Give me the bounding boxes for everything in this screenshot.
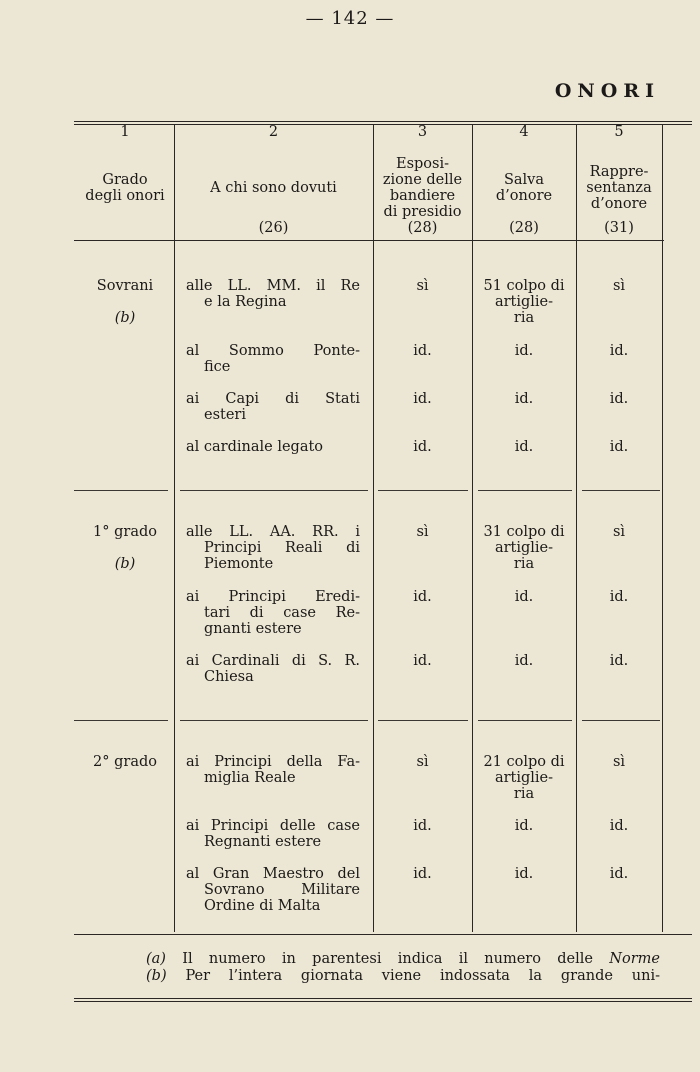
section-rule [74,490,168,491]
column-header-line: degli onori [85,188,165,204]
honor-salute-line: 51 colpo di [483,278,565,294]
right-rule [662,124,663,932]
recipient-line: al Sommo Ponte- [186,343,360,359]
recipient-line: al Gran Maestro del [186,866,360,882]
column-reference: (26) [258,220,289,236]
flag-display-value: id. [413,818,432,834]
honor-salute-line: ria [513,556,535,572]
honor-salute-line: artiglie- [494,540,554,556]
section-rule [378,490,468,491]
recipient [186,866,360,914]
honor-salute-line: ria [513,310,535,326]
honor-salute-value [472,278,576,326]
section-rule [478,720,572,721]
recipient [186,653,360,685]
honor-guard-value: id. [609,653,629,669]
honor-salute-value [472,754,576,802]
recipient-line: Ordine di Malta [204,898,321,914]
grade-note-mark-text: (b) [114,556,136,572]
honor-salute-line: artiglie- [494,294,554,310]
recipient [186,343,360,375]
page-title: ONORI [554,80,660,102]
column-number: 2 [268,124,279,140]
section-rule [582,490,660,491]
honor-salute-value [472,653,576,669]
recipient-line: Chiesa [204,669,254,685]
honor-salute-line: 21 colpo di [483,754,565,770]
footnote-text: Il numero in parentesi indica il numero delle [182,951,610,967]
honor-salute-line: ria [513,786,535,802]
flag-display-value: sì [416,524,429,540]
column-header [76,172,174,204]
honor-salute-value [472,818,576,834]
recipient [186,818,360,850]
recipient [186,754,360,786]
column-header-line: d’onore [495,188,553,204]
recipient-line: Principi Reali di [204,540,360,556]
honor-salute-line: id. [514,589,534,605]
recipient-line: Sovrano Militare [204,882,360,898]
page-number: — 142 — [305,8,395,29]
column-header-line: Esposi- [395,156,449,172]
section-rule [180,490,368,491]
column-header-line: di presidio [383,204,462,220]
column-header-line: bandiere [389,188,456,204]
column-header-line: sentanza [586,180,652,196]
honor-guard-value: sì [612,278,626,294]
honor-guard-value: sì [612,754,626,770]
honor-salute-line: artiglie- [494,770,554,786]
honor-salute-line: id. [514,391,534,407]
column-header [174,180,373,196]
column-reference: (28) [407,220,438,236]
honor-salute-value [472,866,576,882]
column-header [373,156,472,220]
footnote-mark: (a) [146,951,183,967]
column-reference: (31) [604,220,634,236]
column-header [576,164,662,212]
honor-salute-line: id. [514,343,534,359]
recipient [186,439,360,455]
grade-note-mark [76,310,174,326]
grade-note-mark [76,556,174,572]
grade-label: 1° grado [93,524,157,540]
honor-salute-line: id. [514,653,534,669]
recipient [186,524,360,572]
flag-display-value: sì [416,754,429,770]
grade-label: Sovrani [96,278,154,294]
column-header [472,172,576,204]
honor-salute-line: id. [514,439,534,455]
recipient-line: alle LL. AA. RR. i [186,524,360,540]
footnote-text: Per l’intera giornata viene indossata la grande uni- [185,968,660,984]
column-number: 1 [120,124,130,140]
column-header-line: Rappre- [589,164,649,180]
page-bottom-rule [74,1001,692,1002]
honor-guard-value: id. [609,589,629,605]
page-bottom-rule [74,998,692,999]
column-header-line: d’onore [590,196,648,212]
footnote-mark: (b) [146,968,186,984]
column-number: 3 [417,124,428,140]
honor-guard-value: id. [609,343,629,359]
column-header-line: A chi sono dovuti [210,180,337,196]
honor-salute-value [472,391,576,407]
recipient-line: ai Principi delle case [186,818,360,834]
honor-guard-value: id. [609,391,629,407]
honor-salute-value [472,524,576,572]
flag-display-value: id. [413,343,432,359]
recipient [186,278,360,310]
recipient-line: e la Regina [204,294,287,310]
honor-guard-value: id. [609,818,629,834]
column-number: 4 [519,124,529,140]
footnote [146,968,660,984]
flag-display-value: id. [413,653,432,669]
honor-salute-line: id. [514,818,534,834]
table-bottom-rule [74,934,692,935]
column-header-line: Salva [503,172,545,188]
honor-salute-line: id. [514,866,534,882]
honor-salute-value [472,589,576,605]
flag-display-value: id. [413,391,432,407]
section-rule [180,720,368,721]
flag-display-value: id. [413,866,432,882]
recipient-line: fice [204,359,231,375]
table-top-rule [74,121,692,122]
flag-display-value: id. [413,589,432,605]
recipient [186,589,360,637]
recipient-line: esteri [204,407,246,423]
recipient-line: al cardinale legato [186,439,324,455]
column-reference: (28) [509,220,539,236]
honor-salute-value [472,343,576,359]
honor-guard-value: id. [609,439,629,455]
grade-label: 2° grado [93,754,157,770]
section-rule [74,720,168,721]
recipient-line: ai Cardinali di S. R. [186,653,360,669]
footnote-italic: Norme [609,951,660,967]
recipient [186,391,360,423]
recipient-line: ai Principi Eredi- [186,589,360,605]
section-rule [478,490,572,491]
recipient-line: ai Capi di Stati [186,391,360,407]
column-header-line: Grado [102,172,148,188]
honor-guard-value: sì [612,524,626,540]
column-number: 5 [614,124,624,140]
recipient-line: tari di case Re- [204,605,360,621]
recipient-line: gnanti estere [204,621,302,637]
recipient-line: Piemonte [204,556,274,572]
flag-display-value: sì [416,278,429,294]
column-header-line: zione delle [382,172,463,188]
grade-note-mark-text: (b) [114,310,136,326]
honor-guard-value: id. [609,866,629,882]
recipient-line: miglia Reale [204,770,296,786]
recipient-line: alle LL. MM. il Re [186,278,360,294]
column-rule [174,124,175,932]
flag-display-value: id. [413,439,432,455]
section-rule [378,720,468,721]
recipient-line: ai Principi della Fa- [186,754,360,770]
section-rule [582,720,660,721]
recipient-line: Regnanti estere [204,834,322,850]
footnote [146,951,660,967]
honor-salute-line: 31 colpo di [483,524,565,540]
honor-salute-value [472,439,576,455]
